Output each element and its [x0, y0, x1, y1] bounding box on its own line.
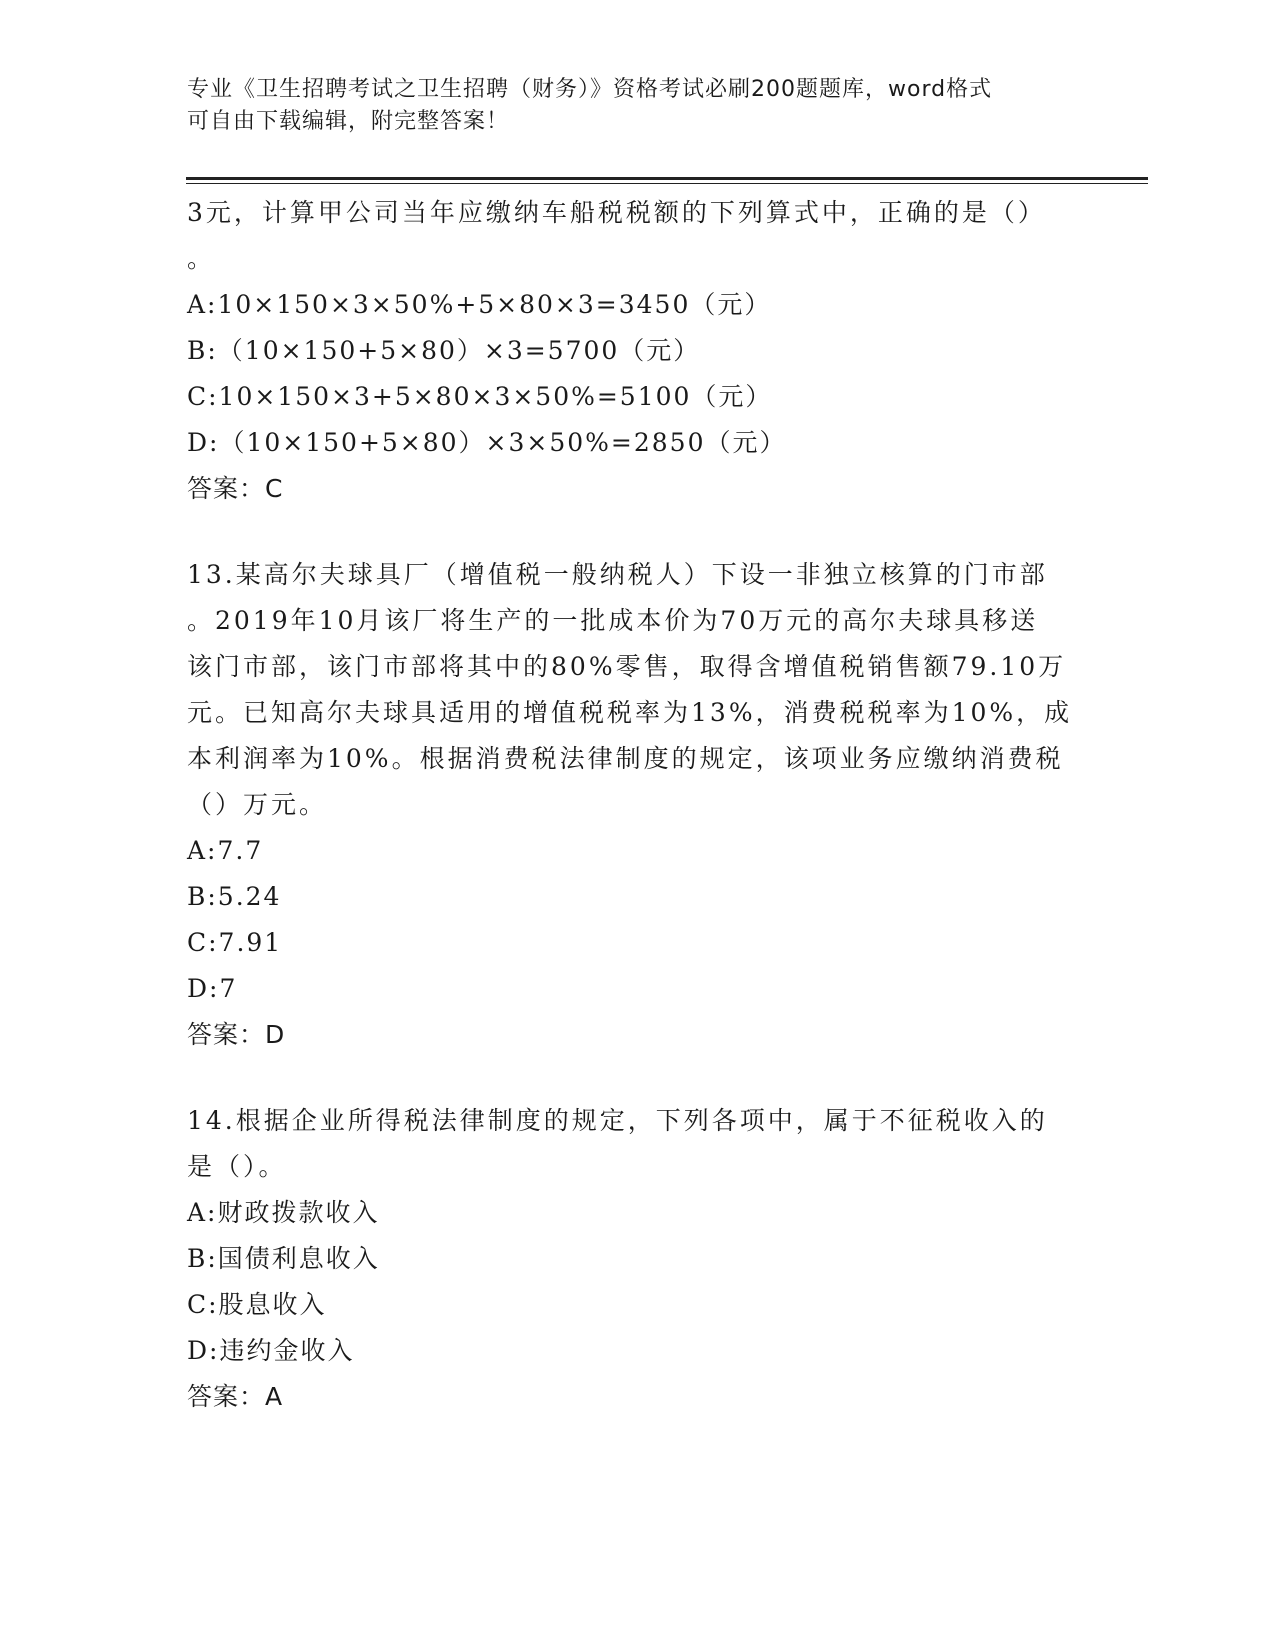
answer-line: 答案：A	[187, 1382, 284, 1411]
question-stem-line: 本利润率为10%。根据消费税法律制度的规定，该项业务应缴纳消费税	[187, 744, 1064, 773]
question-13	[187, 552, 1087, 1058]
question-stem-line: 3元，计算甲公司当年应缴纳车船税税额的下列算式中，正确的是（）	[187, 198, 1046, 227]
header-line-1: 专业《卫生招聘考试之卫生招聘（财务）》资格考试必刷200题题库，word格式	[187, 77, 993, 102]
option-d: D:7	[187, 974, 238, 1003]
header-divider-thick	[186, 177, 1148, 180]
document-body	[187, 190, 1087, 1420]
header-line-2: 可自由下载编辑，附完整答案！	[187, 109, 510, 134]
question-stem-line: 该门市部，该门市部将其中的80%零售，取得含增值税销售额79.10万	[187, 652, 1067, 681]
option-c: C:股息收入	[187, 1290, 327, 1319]
question-stem-line: 元。已知高尔夫球具适用的增值税税率为13%，消费税税率为10%，成	[187, 698, 1073, 727]
question-stem-line: （）万元。	[187, 790, 328, 819]
question-spacer	[187, 1058, 1087, 1098]
option-a: A:10×150×3×50%+5×80×3=3450（元）	[187, 290, 772, 319]
question-stem-line: 14.根据企业所得税法律制度的规定，下列各项中，属于不征税收入的	[187, 1106, 1048, 1135]
answer-line: 答案：D	[187, 1020, 286, 1049]
question-stem-line: 。2019年10月该厂将生产的一批成本价为70万元的高尔夫球具移送	[187, 606, 1039, 635]
option-b: B:国债利息收入	[187, 1244, 380, 1273]
question-14	[187, 1098, 1087, 1420]
question-stem-line: 是（）。	[187, 1152, 287, 1181]
question-stem-line: 13.某高尔夫球具厂（增值税一般纳税人）下设一非独立核算的门市部	[187, 560, 1048, 589]
option-d: D:（10×150+5×80）×3×50%=2850（元）	[187, 428, 787, 457]
option-a: A:财政拨款收入	[187, 1198, 380, 1227]
option-b: B:5.24	[187, 882, 282, 911]
option-b: B:（10×150+5×80）×3=5700（元）	[187, 336, 701, 365]
question-stem-line: 。	[187, 244, 216, 273]
question-spacer	[187, 512, 1087, 552]
answer-line: 答案：C	[187, 474, 284, 503]
question-12	[187, 190, 1087, 512]
document-header	[187, 74, 1087, 138]
option-a: A:7.7	[187, 836, 264, 865]
header-divider-thin	[186, 183, 1148, 184]
option-c: C:7.91	[187, 928, 283, 957]
option-d: D:违约金收入	[187, 1336, 355, 1365]
option-c: C:10×150×3+5×80×3×50%=5100（元）	[187, 382, 773, 411]
